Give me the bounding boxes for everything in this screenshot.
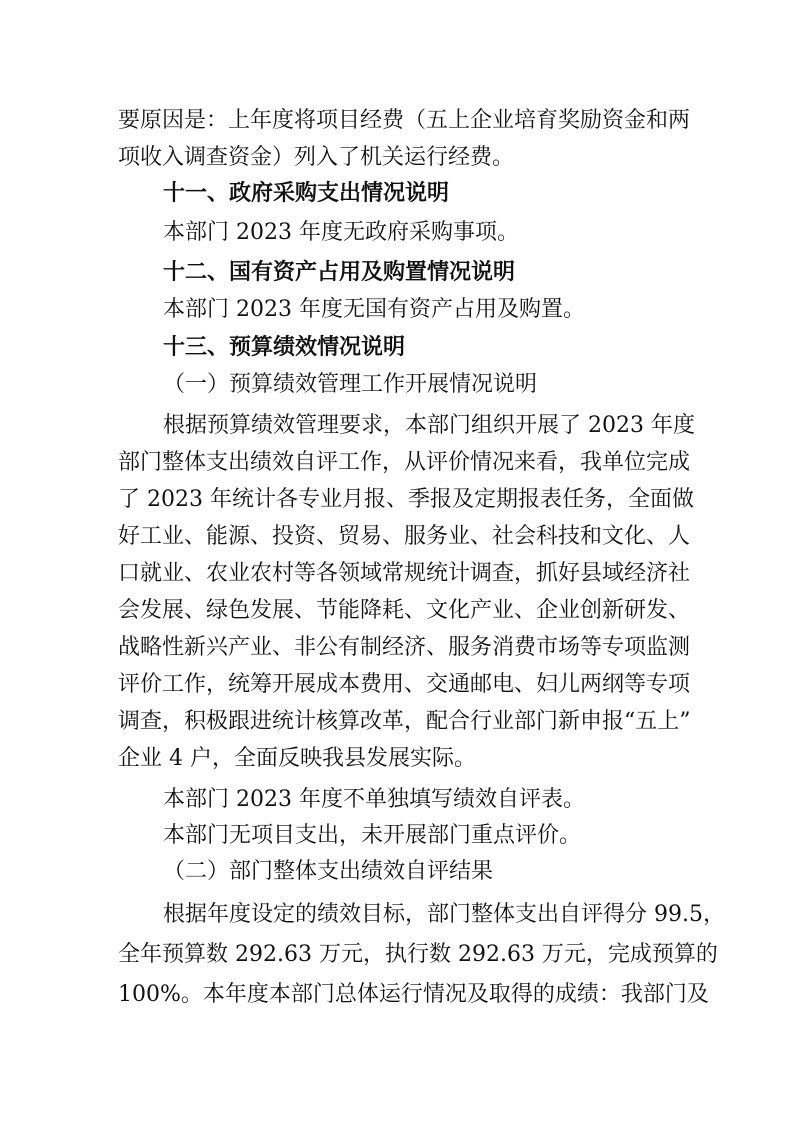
- section-13-sub-2: （二）部门整体支出绩效自评结果: [163, 859, 494, 884]
- section-11-body: 本部门 2023 年度无政府采购事项。: [163, 220, 519, 245]
- section-12-body: 本部门 2023 年度无国有资产占用及购置。: [163, 297, 585, 322]
- para2: 本部门 2023 年度不单独填写绩效自评表。: [163, 787, 585, 812]
- para1-line-7: 战略性新兴产业、非公有制经济、服务消费市场等专项监测: [118, 635, 691, 660]
- para4-line-1: 根据年度设定的绩效目标，部门整体支出自评得分 99.5，: [163, 902, 725, 927]
- para4-line-3: 100%。本年度本部门总体运行情况及取得的成绩：我部门及: [118, 982, 709, 1007]
- para1-line-6: 会发展、绿色发展、节能降耗、文化产业、企业创新研发、: [118, 598, 691, 623]
- intro-line-1: 要原因是：上年度将项目经费（五上企业培育奖励资金和两: [118, 108, 691, 133]
- section-12-heading: 十二、国有资产占用及购置情况说明: [163, 260, 516, 285]
- section-13-heading: 十三、预算绩效情况说明: [163, 335, 406, 360]
- para1-line-5: 口就业、农业农村等各领域常规统计调查，抓好县域经济社: [118, 561, 691, 586]
- para4-line-2: 全年预算数 292.63 万元，执行数 292.63 万元，完成预算的: [118, 942, 718, 967]
- section-11-heading: 十一、政府采购支出情况说明: [163, 181, 450, 206]
- para1-line-8: 评价工作，统筹开展成本费用、交通邮电、妇儿两纲等专项: [118, 672, 691, 697]
- para3: 本部门无项目支出，未开展部门重点评价。: [163, 823, 582, 848]
- section-13-sub-1: （一）预算绩效管理工作开展情况说明: [163, 372, 538, 397]
- para1-line-10: 企业 4 户，全面反映我县发展实际。: [118, 746, 476, 771]
- intro-line-2: 项收入调查资金）列入了机关运行经费。: [118, 145, 515, 170]
- para1-line-3: 了 2023 年统计各专业月报、季报及定期报表任务，全面做: [118, 487, 694, 512]
- para1-line-1: 根据预算绩效管理要求，本部门组织开展了 2023 年度: [163, 413, 695, 438]
- para1-line-9: 调查，积极跟进统计核算改革，配合行业部门新申报“五上”: [118, 709, 691, 734]
- para1-line-2: 部门整体支出绩效自评工作，从评价情况来看，我单位完成: [118, 450, 691, 475]
- para1-line-4: 好工业、能源、投资、贸易、服务业、社会科技和文化、人: [118, 524, 691, 549]
